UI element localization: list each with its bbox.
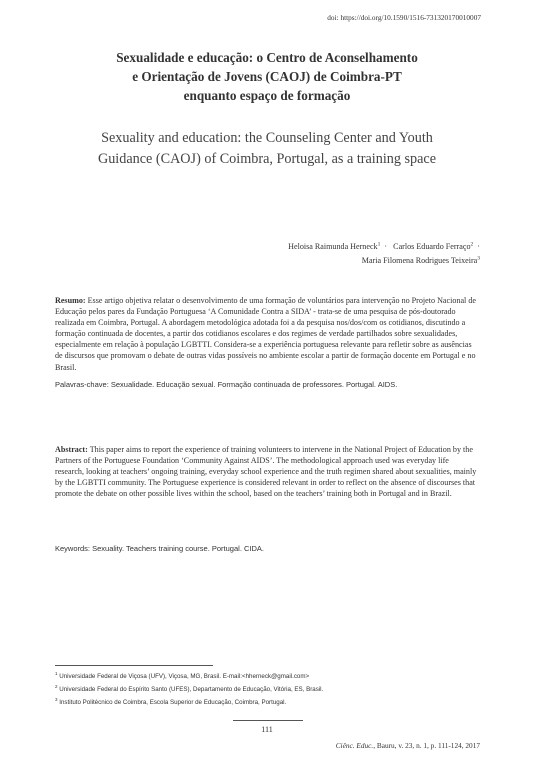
journal-citation <box>336 741 480 750</box>
footnote-item <box>55 671 479 684</box>
abstract-paragraph <box>55 444 479 499</box>
author-name: Maria Filomena Rodrigues Teixeira <box>361 256 478 265</box>
doi-line[interactable]: doi: https://doi.org/10.1590/1516-731320170010007 <box>327 13 481 22</box>
author-affiliation-mark: 2 <box>470 241 474 248</box>
author-name: Heloisa Raimunda Herneck <box>288 242 378 251</box>
title-en-line-1: Sexuality and education: the Counseling Center and Youth <box>101 130 433 146</box>
citation-details: , Bauru, v. 23, n. 1, p. 111-124, 2017 <box>373 741 480 750</box>
author-affiliation-mark: 1 <box>377 241 381 248</box>
keywords: Keywords: Sexuality. Teachers training course. Portugal. CIDA. <box>55 544 264 553</box>
article-title-portuguese <box>40 48 494 105</box>
title-pt-line-2: e Orientação de Jovens (CAOJ) de Coimbra-PT <box>132 69 402 84</box>
abstract-text: This paper aims to report the experience of training volunteers to intervene in the National Project of Education by the Partners of the Portuguese Foundation ‘Community Against AIDS’. The methodological approach used was everyday life research, looking at teachers’ ongoing training, everyday school experience and the truth regimen shared about sexualities, mainly by the LGBTTI community. The Portuguese experience is considered relevant in order to reflect on the absence of discourses that promote the debate on other possible lives within the school, based on the teachers’ training both in Portugal and in Brazil. <box>55 445 477 499</box>
page-number-divider <box>233 720 303 721</box>
footnote-mark: 2 <box>55 683 58 689</box>
author-list: Heloisa Raimunda Herneck$^1$ · Carlos Eduardo Ferraço$^2$ · Maria Filomena Rodrigues Teixeira$^3$ <box>288 241 480 265</box>
title-pt-line-1: Sexualidade e educação: o Centro de Aconselhamento <box>116 50 418 65</box>
footnotes <box>55 671 479 709</box>
footnote-text: Instituto Politécnico de Coimbra, Escola Superior de Educação, Coimbra, Portugal. <box>59 698 287 706</box>
footnote-divider <box>55 665 213 666</box>
title-en-line-2: Guidance (CAOJ) of Coimbra, Portugal, as a training space <box>97 151 437 167</box>
resumo-paragraph <box>55 295 479 373</box>
footnote-item <box>55 697 479 710</box>
title-pt-line-3: enquanto espaço de formação <box>183 88 351 103</box>
page-number: 111 <box>261 725 273 734</box>
article-title-english <box>40 128 494 170</box>
footnote-text: Universidade Federal do Espírito Santo (UFES), Departamento de Educação, Vitória, ES, Brasil. <box>59 685 324 693</box>
author-name: Carlos Eduardo Ferraço <box>393 242 471 251</box>
resumo-label: Resumo: <box>55 296 86 305</box>
footnote-mark: 3 <box>55 696 58 702</box>
author-affiliation-mark: 3 <box>477 255 480 262</box>
abstract-label: Abstract: <box>55 445 88 454</box>
resumo-text: Esse artigo objetiva relatar o desenvolvimento de uma formação de voluntários para intervenção no Projeto Nacional de Educação pelos pares da Fundação Portuguesa ‘A Comunidade Contra a SIDA’ - trata-se de uma pesquisa de pós-doutorado realizada em Coimbra, Portugal. A abordagem metodológica adotada foi a da pesquisa nos/dos/com os cotidianos, discutindo a formação continuada de docentes, a partir dos cotidianos escolares e dos regimes de verdade partilhados sobre sexualidades, especialmente em relação à população LGBTTI. Considera-se a experiência portuguesa relevante para refletir sobre as ausências de discursos que promovam o debate de outras vidas possíveis no ambiente escolar a partir de formação docente em Portugal e no Brasil. <box>55 296 476 372</box>
footnote-text: Universidade Federal de Viçosa (UFV), Viçosa, MG, Brasil. E-mail:<hherneck@gmail.com> <box>59 673 310 680</box>
palavras-chave: Palavras-chave: Sexualidade. Educação sexual. Formação continuada de professores. Portugal. AIDS. <box>55 380 398 389</box>
footnote-item <box>55 684 479 697</box>
journal-name: Ciênc. Educ. <box>335 741 374 750</box>
footnote-mark: 1 <box>55 670 58 676</box>
